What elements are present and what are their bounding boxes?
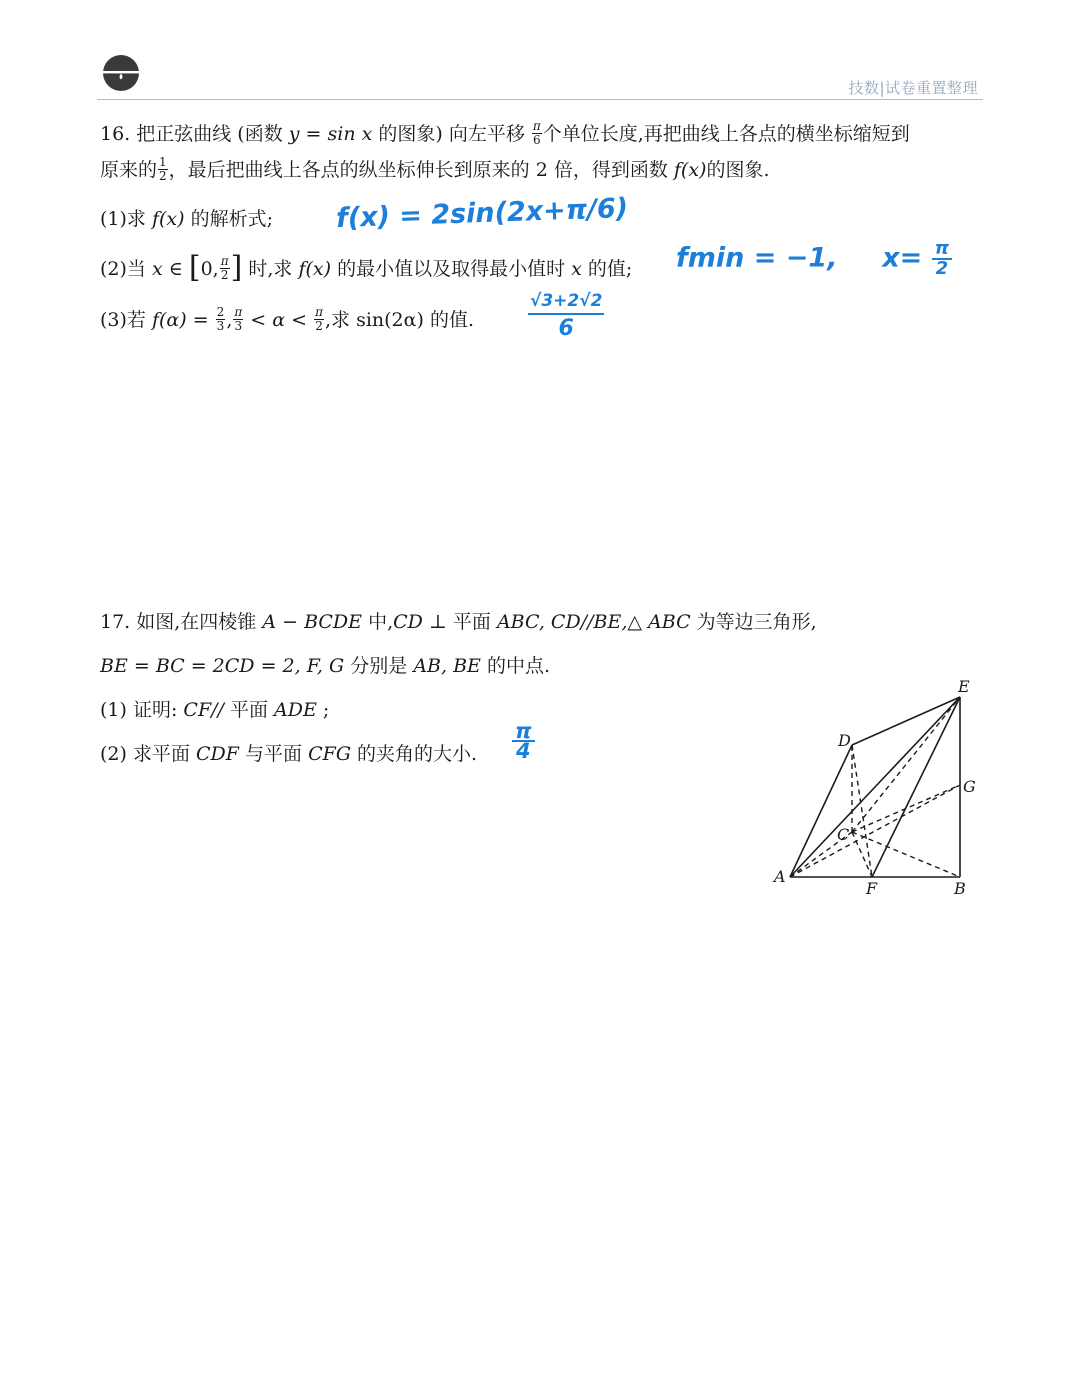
q16-stem-line1 bbox=[100, 120, 910, 149]
q16-p3-fraction-1: $\frac{2}{3}$ bbox=[216, 304, 225, 333]
q17-stem-line1 bbox=[100, 608, 817, 636]
q17-p1-a: (1) 证明: bbox=[100, 699, 178, 721]
q16-p2-a: (2)当 bbox=[100, 258, 146, 280]
q16-p2-right-bracket: ] bbox=[230, 250, 243, 285]
q17-part1 bbox=[100, 696, 329, 724]
q16-line2-fx: f(x) bbox=[673, 159, 707, 181]
edge-de bbox=[852, 697, 960, 745]
q16-p2-c: 的最小值以及取得最小值时 bbox=[337, 258, 566, 280]
q16-stem-b: 的图象) 向左平移 bbox=[378, 123, 525, 145]
q17-line1-c: 平面 bbox=[452, 611, 491, 633]
vertex-label-g: G bbox=[963, 777, 976, 796]
q17-line1-abc2: ABC bbox=[648, 611, 691, 633]
edge-ce bbox=[852, 697, 960, 832]
handwritten-x: x= bbox=[882, 242, 923, 274]
q16-p2-in: ∈ bbox=[168, 258, 183, 280]
q16-p3-b: ,求 bbox=[324, 309, 351, 331]
edge-ad bbox=[790, 745, 852, 877]
q16-stem-a: 把正弦曲线 (函数 bbox=[136, 123, 283, 145]
handwritten-answer-16-3 bbox=[528, 292, 604, 343]
q16-p1-a: (1)求 bbox=[100, 208, 146, 230]
q17-p2-cfg: CFG bbox=[308, 743, 351, 765]
q17-p2-a: (2) 求平面 bbox=[100, 743, 190, 765]
q16-stem-func: y = sin x bbox=[288, 123, 373, 145]
q16-p2-b: 时,求 bbox=[248, 258, 293, 280]
q16-p2-fraction: $\frac{\pi}{2}$ bbox=[220, 253, 229, 282]
q16-p3-fraction-3: $\frac{\pi}{2}$ bbox=[315, 304, 323, 333]
q16-line2-a: 原来的 bbox=[100, 159, 158, 181]
edge-cg bbox=[852, 785, 960, 832]
handwritten-answer-17-2 bbox=[512, 719, 535, 763]
edge-ag bbox=[790, 785, 960, 877]
vertex-label-e: E bbox=[958, 677, 970, 696]
q16-p2-zero: 0, bbox=[200, 258, 219, 280]
q16-part1 bbox=[100, 205, 273, 233]
q16-p3-a: (3)若 bbox=[100, 309, 146, 331]
q16-p3-inequality: < α < bbox=[250, 309, 308, 331]
q16-p3-sin: sin(2α) bbox=[356, 309, 424, 331]
q17-part2 bbox=[100, 740, 477, 768]
q16-line2-c: 的图象. bbox=[706, 159, 770, 181]
vertex-label-b: B bbox=[954, 879, 966, 898]
handwritten-sin2a-fraction: √3+2√2 6 bbox=[530, 291, 603, 341]
header-rule bbox=[97, 99, 983, 100]
q16-stem-c: 个单位长度,再把曲线上各点的横坐标缩短到 bbox=[542, 123, 910, 145]
q17-line2-a: 分别是 bbox=[350, 655, 408, 677]
q16-p1-fx: f(x) bbox=[151, 208, 185, 230]
q17-stem-line2 bbox=[100, 652, 550, 680]
q17-line1-perp: CD ⊥ bbox=[393, 611, 447, 633]
q17-p1-c: ; bbox=[322, 699, 330, 721]
handwritten-answer-16-2 bbox=[676, 240, 952, 278]
q17-p2-b: 与平面 bbox=[245, 743, 303, 765]
pyramid-figure bbox=[768, 672, 988, 900]
vertex-label-d: D bbox=[838, 731, 851, 750]
q16-shift-fraction: $\frac{\pi}{6}$ bbox=[532, 118, 541, 147]
q16-p3-c: 的值. bbox=[429, 309, 474, 331]
q17-line1-pyramid: A − BCDE bbox=[262, 611, 363, 633]
q16-p2-fx: f(x) bbox=[298, 258, 332, 280]
header-brand: 技数|试卷重置整理 bbox=[848, 79, 978, 97]
q17-line2-ab: AB, BE bbox=[413, 655, 481, 677]
q16-p3-fraction-2: $\frac{\pi}{3}$ bbox=[234, 304, 243, 333]
q16-p2-x2: x bbox=[571, 258, 582, 280]
edge-fe bbox=[872, 697, 960, 877]
q17-line1-triangle: △ bbox=[627, 611, 642, 633]
q17-p2-cdf: CDF bbox=[196, 743, 239, 765]
q16-p3-fa: f(α) = bbox=[151, 309, 209, 331]
q16-p2-x: x bbox=[151, 258, 163, 280]
q17-line1-abc: ABC, CD//BE, bbox=[496, 611, 628, 633]
q16-p3-comma: , bbox=[226, 309, 233, 331]
vertex-label-a: A bbox=[774, 867, 786, 886]
q16-p2-left-bracket: [ bbox=[188, 250, 201, 285]
q16-part2 bbox=[100, 250, 633, 285]
q16-stem-line2 bbox=[100, 156, 770, 185]
q16-p2-d: 的值; bbox=[587, 258, 633, 280]
q17-p1-ade: ADE bbox=[274, 699, 317, 721]
q17-line2-b: 的中点. bbox=[486, 655, 551, 677]
q16-number: 16. bbox=[100, 123, 131, 145]
edge-ae bbox=[790, 697, 960, 877]
handwritten-answer-16-1: f(x) = 2sin(2x+π/6) bbox=[335, 192, 629, 235]
q17-p2-c: 的夹角的大小. bbox=[357, 743, 478, 765]
vertex-label-c: C bbox=[837, 825, 850, 844]
q17-p1-cf: CF// bbox=[183, 699, 224, 721]
q17-number: 17. bbox=[100, 611, 131, 633]
handwritten-x-fraction: $\frac{\pi}{2}$ bbox=[932, 240, 952, 278]
q17-p1-b: 平面 bbox=[229, 699, 268, 721]
q16-line2-b: ，最后把曲线上各点的纵坐标伸长到原来的 2 倍，得到函数 bbox=[168, 159, 668, 181]
q16-part3 bbox=[100, 306, 474, 335]
vertex-label-f: F bbox=[866, 879, 878, 898]
q17-line1-a: 如图,在四棱锥 bbox=[136, 611, 257, 633]
handwritten-angle-fraction: $\frac{\pi}{4}$ bbox=[512, 722, 535, 760]
q17-line2-eq: BE = BC = 2CD = 2, F, G bbox=[100, 655, 345, 677]
q17-line1-d: 为等边三角形, bbox=[696, 611, 817, 633]
handwritten-fmin: fmin = −1, bbox=[676, 242, 838, 274]
eye-drop-logo-icon bbox=[103, 55, 139, 91]
q17-line1-b: 中, bbox=[368, 611, 394, 633]
q16-p1-b: 的解析式; bbox=[190, 208, 273, 230]
q16-half-fraction: $\frac{1}{2}$ bbox=[159, 154, 167, 183]
